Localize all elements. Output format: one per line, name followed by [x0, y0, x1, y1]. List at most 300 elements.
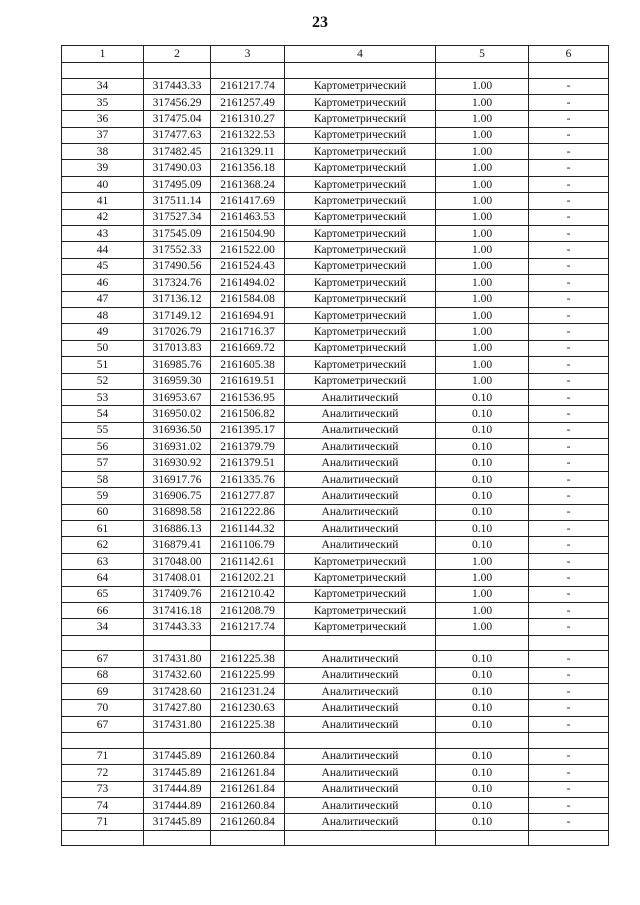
table-cell: 1.00	[436, 570, 529, 586]
table-cell: 317431.80	[144, 651, 211, 667]
table-cell: Картометрический	[285, 307, 436, 323]
table-cell: 55	[62, 422, 144, 438]
table-row	[62, 307, 609, 323]
table-cell: 1.00	[436, 586, 529, 602]
table-cell: -	[529, 275, 609, 291]
table-row	[62, 111, 609, 127]
table-row	[62, 553, 609, 569]
table-cell: 316879.41	[144, 537, 211, 553]
table-cell: -	[529, 570, 609, 586]
table-cell: 317444.89	[144, 781, 211, 797]
table-cell: 43	[62, 226, 144, 242]
table-cell: -	[529, 537, 609, 553]
table-cell: 56	[62, 439, 144, 455]
table-cell: 2161202.21	[211, 570, 285, 586]
table-cell: 1.00	[436, 324, 529, 340]
table-cell: -	[529, 324, 609, 340]
table-cell: 1.00	[436, 242, 529, 258]
table-cell	[62, 63, 144, 79]
table-cell: -	[529, 765, 609, 781]
table-cell: -	[529, 111, 609, 127]
table-cell: -	[529, 748, 609, 764]
table-cell: Аналитический	[285, 765, 436, 781]
table-cell: Аналитический	[285, 521, 436, 537]
table-cell: 2161605.38	[211, 357, 285, 373]
table-cell: 316906.75	[144, 488, 211, 504]
table-cell: 2161494.02	[211, 275, 285, 291]
table-cell	[285, 635, 436, 651]
table-cell: -	[529, 340, 609, 356]
table-cell	[529, 830, 609, 845]
table-cell: 317445.89	[144, 765, 211, 781]
table-cell: -	[529, 700, 609, 716]
table-cell: 2161395.17	[211, 422, 285, 438]
table-cell: 2161260.84	[211, 797, 285, 813]
table-row	[62, 748, 609, 764]
table-cell: Аналитический	[285, 700, 436, 716]
table-cell	[144, 63, 211, 79]
table-cell	[436, 635, 529, 651]
table-cell: Картометрический	[285, 144, 436, 160]
table-row	[62, 667, 609, 683]
table-row	[62, 357, 609, 373]
table-cell: -	[529, 127, 609, 143]
table-cell: 316886.13	[144, 521, 211, 537]
blank-row	[62, 635, 609, 651]
table-cell: 0.10	[436, 781, 529, 797]
table-cell: Аналитический	[285, 439, 436, 455]
table-row	[62, 716, 609, 732]
table-cell: -	[529, 78, 609, 94]
table-cell: -	[529, 716, 609, 732]
table-cell: Картометрический	[285, 176, 436, 192]
table-cell: 52	[62, 373, 144, 389]
table-cell: 2161356.18	[211, 160, 285, 176]
table-cell: 0.10	[436, 748, 529, 764]
table-cell: Картометрический	[285, 94, 436, 110]
table-cell: 317048.00	[144, 553, 211, 569]
table-cell: 317428.60	[144, 684, 211, 700]
table-row	[62, 422, 609, 438]
table-cell	[529, 733, 609, 749]
table-cell	[144, 733, 211, 749]
table-cell: 316917.76	[144, 471, 211, 487]
table-cell: -	[529, 586, 609, 602]
table-cell: Аналитический	[285, 537, 436, 553]
table-cell: 2161142.61	[211, 553, 285, 569]
table-cell: 317409.76	[144, 586, 211, 602]
table-cell: Картометрический	[285, 373, 436, 389]
table-cell: 2161335.76	[211, 471, 285, 487]
table-cell: 2161261.84	[211, 765, 285, 781]
table-cell: -	[529, 176, 609, 192]
table-cell	[285, 830, 436, 845]
table-cell: Аналитический	[285, 504, 436, 520]
table-cell	[211, 830, 285, 845]
table-cell: 1.00	[436, 373, 529, 389]
table-cell: 0.10	[436, 422, 529, 438]
table-cell: 2161522.00	[211, 242, 285, 258]
table-cell: -	[529, 144, 609, 160]
table-cell: 69	[62, 684, 144, 700]
table-cell: 34	[62, 78, 144, 94]
table-cell: 0.10	[436, 471, 529, 487]
table-cell: 317416.18	[144, 603, 211, 619]
table-cell: 1.00	[436, 603, 529, 619]
table-cell: 46	[62, 275, 144, 291]
table-cell: 49	[62, 324, 144, 340]
table-cell: 2161584.08	[211, 291, 285, 307]
table-cell: 317482.45	[144, 144, 211, 160]
table-row	[62, 324, 609, 340]
column-header: 2	[144, 46, 211, 63]
table-cell	[436, 830, 529, 845]
table-cell: 2161368.24	[211, 176, 285, 192]
table-cell: 65	[62, 586, 144, 602]
table-cell: Аналитический	[285, 748, 436, 764]
table-row	[62, 406, 609, 422]
table-cell: 44	[62, 242, 144, 258]
table-row	[62, 700, 609, 716]
table-row	[62, 275, 609, 291]
table-cell: 317445.89	[144, 814, 211, 830]
table-row	[62, 455, 609, 471]
table-cell: 58	[62, 471, 144, 487]
table-cell: 68	[62, 667, 144, 683]
table-cell: 62	[62, 537, 144, 553]
table-cell	[62, 830, 144, 845]
table-cell: 317443.33	[144, 78, 211, 94]
table-cell	[529, 63, 609, 79]
table-row	[62, 160, 609, 176]
table-cell: -	[529, 307, 609, 323]
table-cell: -	[529, 193, 609, 209]
table-cell: Картометрический	[285, 111, 436, 127]
table-cell: -	[529, 651, 609, 667]
table-cell: Картометрический	[285, 586, 436, 602]
table-row	[62, 488, 609, 504]
table-row	[62, 176, 609, 192]
table-cell: Картометрический	[285, 209, 436, 225]
table-cell: 2161106.79	[211, 537, 285, 553]
table-row	[62, 258, 609, 274]
table-cell: 317444.89	[144, 797, 211, 813]
table-row	[62, 78, 609, 94]
table-row	[62, 521, 609, 537]
table-cell: 2161524.43	[211, 258, 285, 274]
table-cell: 2161230.63	[211, 700, 285, 716]
table-row	[62, 781, 609, 797]
table-cell	[144, 830, 211, 845]
table-cell: 72	[62, 765, 144, 781]
table-cell: Картометрический	[285, 619, 436, 635]
table-cell	[211, 733, 285, 749]
table-cell: Аналитический	[285, 716, 436, 732]
table-cell: Картометрический	[285, 553, 436, 569]
table-cell: -	[529, 797, 609, 813]
table-cell: -	[529, 389, 609, 405]
table-cell: 1.00	[436, 144, 529, 160]
table-cell: 316953.67	[144, 389, 211, 405]
table-cell: 2161225.99	[211, 667, 285, 683]
table-cell: 1.00	[436, 226, 529, 242]
table-cell	[285, 733, 436, 749]
table-cell	[529, 635, 609, 651]
table-cell: -	[529, 667, 609, 683]
table-cell: 1.00	[436, 619, 529, 635]
table-cell: 0.10	[436, 504, 529, 520]
table-cell: -	[529, 226, 609, 242]
table-cell: 0.10	[436, 716, 529, 732]
table-cell: 37	[62, 127, 144, 143]
table-cell: 2161144.32	[211, 521, 285, 537]
table-cell: -	[529, 291, 609, 307]
table-cell	[62, 733, 144, 749]
table-cell: 317527.34	[144, 209, 211, 225]
table-cell: 317324.76	[144, 275, 211, 291]
table-row	[62, 814, 609, 830]
table-cell: 47	[62, 291, 144, 307]
table-cell: 317477.63	[144, 127, 211, 143]
table-cell: Картометрический	[285, 78, 436, 94]
table-cell: 48	[62, 307, 144, 323]
table-cell: 317552.33	[144, 242, 211, 258]
table-cell: 2161225.38	[211, 651, 285, 667]
table-cell: 316898.58	[144, 504, 211, 520]
table-cell: 60	[62, 504, 144, 520]
table-cell: -	[529, 406, 609, 422]
table-row	[62, 586, 609, 602]
table-cell: -	[529, 439, 609, 455]
table-cell: 0.10	[436, 765, 529, 781]
table-cell: 1.00	[436, 127, 529, 143]
table-cell	[211, 635, 285, 651]
table-cell: 317490.56	[144, 258, 211, 274]
table-cell: Аналитический	[285, 684, 436, 700]
table-cell: 50	[62, 340, 144, 356]
table-cell: Картометрический	[285, 242, 436, 258]
table-cell: 316950.02	[144, 406, 211, 422]
table-cell: 1.00	[436, 307, 529, 323]
table-cell: Картометрический	[285, 226, 436, 242]
table-cell: Картометрический	[285, 127, 436, 143]
table-cell: 316959.30	[144, 373, 211, 389]
table-cell: -	[529, 373, 609, 389]
table-cell: 2161536.95	[211, 389, 285, 405]
table-cell: 2161225.38	[211, 716, 285, 732]
table-cell: 2161217.74	[211, 78, 285, 94]
column-header: 1	[62, 46, 144, 63]
table-cell: 1.00	[436, 94, 529, 110]
table-row	[62, 651, 609, 667]
table-cell: -	[529, 814, 609, 830]
table-cell: 1.00	[436, 78, 529, 94]
column-header: 4	[285, 46, 436, 63]
table-cell: 317136.12	[144, 291, 211, 307]
table-cell: -	[529, 603, 609, 619]
table-cell: 317149.12	[144, 307, 211, 323]
table-cell	[436, 63, 529, 79]
table-cell: 2161379.79	[211, 439, 285, 455]
table-cell: 66	[62, 603, 144, 619]
table-cell: 74	[62, 797, 144, 813]
table-cell: Картометрический	[285, 603, 436, 619]
table-cell: Картометрический	[285, 357, 436, 373]
table-cell: 2161277.87	[211, 488, 285, 504]
table-cell: 2161257.49	[211, 94, 285, 110]
table-row	[62, 570, 609, 586]
table-cell: 40	[62, 176, 144, 192]
table-cell: 317013.83	[144, 340, 211, 356]
table-cell: 2161260.84	[211, 814, 285, 830]
table-cell: 2161222.86	[211, 504, 285, 520]
table-cell: 1.00	[436, 176, 529, 192]
table-cell	[62, 635, 144, 651]
table-cell: 2161417.69	[211, 193, 285, 209]
blank-row	[62, 830, 609, 845]
table-cell: 67	[62, 716, 144, 732]
table-cell: 2161310.27	[211, 111, 285, 127]
table-cell: 51	[62, 357, 144, 373]
table-row	[62, 226, 609, 242]
table-cell: Аналитический	[285, 797, 436, 813]
table-cell: 59	[62, 488, 144, 504]
table-cell: 2161379.51	[211, 455, 285, 471]
table-cell: 1.00	[436, 111, 529, 127]
table-cell: Аналитический	[285, 667, 436, 683]
table-cell: 63	[62, 553, 144, 569]
table-cell: 2161619.51	[211, 373, 285, 389]
table-row	[62, 439, 609, 455]
table-cell: 1.00	[436, 160, 529, 176]
table-cell: 0.10	[436, 684, 529, 700]
table-cell: 317445.89	[144, 748, 211, 764]
table-row	[62, 684, 609, 700]
table-cell: Аналитический	[285, 406, 436, 422]
table-cell: 1.00	[436, 340, 529, 356]
table-cell	[144, 635, 211, 651]
table-cell: -	[529, 455, 609, 471]
table-cell: 54	[62, 406, 144, 422]
table-cell: 317408.01	[144, 570, 211, 586]
table-cell: 67	[62, 651, 144, 667]
table-cell: 71	[62, 814, 144, 830]
table-cell: 2161504.90	[211, 226, 285, 242]
table-cell: Аналитический	[285, 651, 436, 667]
table-cell: 0.10	[436, 814, 529, 830]
table-row	[62, 373, 609, 389]
table-cell: 0.10	[436, 797, 529, 813]
table-cell	[436, 733, 529, 749]
table-cell: 317495.09	[144, 176, 211, 192]
table-cell: 38	[62, 144, 144, 160]
table-cell: -	[529, 209, 609, 225]
table-header-row	[62, 46, 609, 63]
column-header: 5	[436, 46, 529, 63]
table-cell: -	[529, 357, 609, 373]
table-row	[62, 504, 609, 520]
table-cell: -	[529, 488, 609, 504]
table-cell: Картометрический	[285, 193, 436, 209]
table-cell: -	[529, 242, 609, 258]
table-cell: 2161669.72	[211, 340, 285, 356]
table-cell: 317490.03	[144, 160, 211, 176]
table-cell: 1.00	[436, 209, 529, 225]
table-row	[62, 389, 609, 405]
table-cell: 36	[62, 111, 144, 127]
table-cell: 317443.33	[144, 619, 211, 635]
table-cell: Аналитический	[285, 422, 436, 438]
table-row	[62, 537, 609, 553]
table-row	[62, 242, 609, 258]
table-cell: -	[529, 94, 609, 110]
table-cell: 57	[62, 455, 144, 471]
table-cell: 0.10	[436, 667, 529, 683]
table-row	[62, 797, 609, 813]
table-cell: 2161261.84	[211, 781, 285, 797]
table-cell: Картометрический	[285, 258, 436, 274]
table-cell: 317026.79	[144, 324, 211, 340]
table-cell: 0.10	[436, 521, 529, 537]
table-cell: 317475.04	[144, 111, 211, 127]
coordinates-table	[61, 45, 609, 846]
table-cell: 71	[62, 748, 144, 764]
table-cell: 316930.92	[144, 455, 211, 471]
table-cell	[285, 63, 436, 79]
table-cell: 316936.50	[144, 422, 211, 438]
table-cell: 2161217.74	[211, 619, 285, 635]
table-row	[62, 765, 609, 781]
table-row	[62, 291, 609, 307]
table-cell: 61	[62, 521, 144, 537]
table-cell: 2161463.53	[211, 209, 285, 225]
table-cell: 42	[62, 209, 144, 225]
table-row	[62, 144, 609, 160]
table-cell: 2161208.79	[211, 603, 285, 619]
blank-row	[62, 63, 609, 79]
table-cell: -	[529, 684, 609, 700]
table-cell: 317431.80	[144, 716, 211, 732]
table-cell: 64	[62, 570, 144, 586]
table-cell: Аналитический	[285, 455, 436, 471]
page-number: 23	[312, 14, 328, 31]
table-cell: Аналитический	[285, 471, 436, 487]
table-cell: Картометрический	[285, 291, 436, 307]
column-header: 6	[529, 46, 609, 63]
table-cell: -	[529, 619, 609, 635]
table-cell: -	[529, 258, 609, 274]
table-cell: 316931.02	[144, 439, 211, 455]
table-cell: Картометрический	[285, 570, 436, 586]
table-row	[62, 193, 609, 209]
table-cell: Картометрический	[285, 324, 436, 340]
table-cell: 0.10	[436, 439, 529, 455]
table-cell: 0.10	[436, 651, 529, 667]
table-cell: Аналитический	[285, 389, 436, 405]
table-cell: 1.00	[436, 193, 529, 209]
table-cell: 1.00	[436, 275, 529, 291]
table-cell: -	[529, 422, 609, 438]
table-cell: Картометрический	[285, 275, 436, 291]
table-cell: 1.00	[436, 258, 529, 274]
table-cell: 2161506.82	[211, 406, 285, 422]
table-cell: 73	[62, 781, 144, 797]
table-row	[62, 603, 609, 619]
table-cell: Картометрический	[285, 160, 436, 176]
table-cell: 2161694.91	[211, 307, 285, 323]
table-cell: -	[529, 471, 609, 487]
table-cell: 317511.14	[144, 193, 211, 209]
